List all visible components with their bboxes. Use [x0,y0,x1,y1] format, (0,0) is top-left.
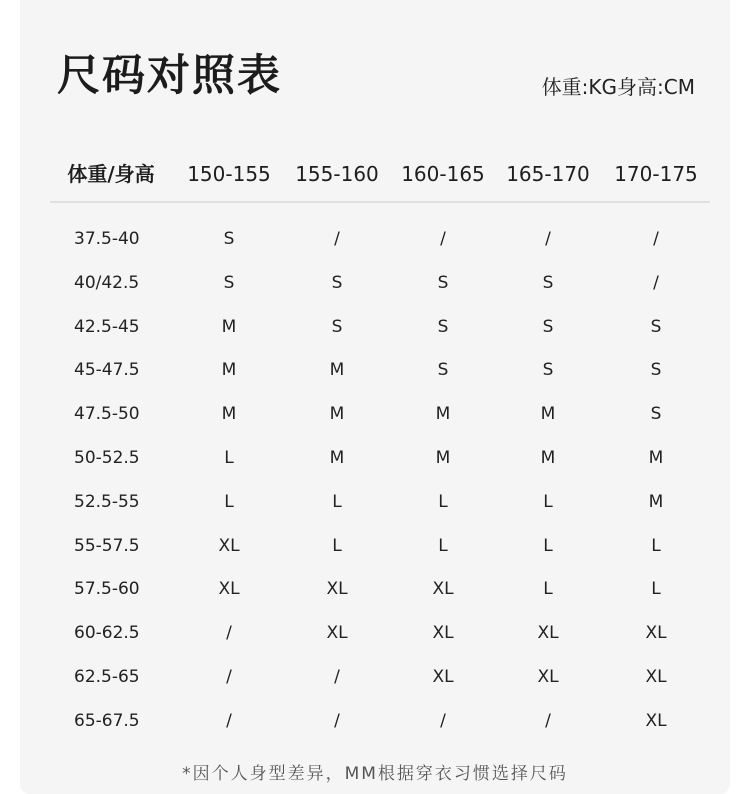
size-cell: L [543,535,553,556]
table-row [0,350,750,390]
table-row [0,219,750,259]
size-cell: M [329,448,345,468]
size-cell: / [226,667,232,687]
size-cell: S [542,360,554,381]
weight-cell: 45-47.5 [74,360,140,381]
size-cell: XL [218,579,240,600]
size-cell: S [331,272,343,293]
size-cell: L [224,491,234,512]
size-cell: L [224,448,234,468]
table-row [0,613,750,653]
table-row [0,569,750,609]
weight-cell: 40/42.5 [74,272,140,293]
weight-cell: 50-52.5 [74,448,140,468]
size-cell: XL [432,579,454,600]
size-cell: M [540,404,556,425]
size-cell: L [332,535,342,556]
size-cell: S [650,316,662,337]
size-cell: L [651,535,661,556]
size-cell: L [543,491,553,512]
footnote: *因个人身型差异，MM根据穿衣习惯选择尺码 [182,764,568,784]
column-header: 160-165 [401,162,485,186]
size-cell: M [329,404,345,425]
size-cell: S [437,316,449,337]
size-cell: S [223,272,235,293]
weight-cell: 37.5-40 [74,229,140,249]
size-cell: L [543,579,553,600]
size-cell: S [542,316,554,337]
size-cell: M [221,404,237,425]
size-cell: / [653,229,659,249]
size-cell: / [545,229,551,249]
size-cell: M [648,491,664,512]
size-cell: XL [326,623,348,644]
weight-cell: 55-57.5 [74,535,140,556]
size-cell: / [440,229,446,249]
weight-cell: 47.5-50 [74,404,140,425]
table-row [0,307,750,347]
size-cell: / [440,710,446,731]
size-cell: S [437,360,449,381]
size-cell: / [334,229,340,249]
corner-label: 体重/身高 [67,162,155,186]
size-cell: M [221,360,237,381]
size-cell: / [226,710,232,731]
table-row [0,657,750,697]
size-cell: L [438,491,448,512]
size-cell: / [334,667,340,687]
size-cell: S [437,272,449,293]
size-cell: XL [218,535,240,556]
size-cell: S [331,316,343,337]
column-header: 165-170 [506,162,590,186]
size-cell: S [223,229,235,249]
size-cell: M [221,316,237,337]
size-cell: M [435,404,451,425]
weight-cell: 62.5-65 [74,667,140,687]
table-row [0,701,750,741]
size-cell: / [653,272,659,293]
table-row [0,482,750,522]
size-cell: M [540,448,556,468]
size-cell: L [651,579,661,600]
size-cell: XL [326,579,348,600]
size-cell: L [438,535,448,556]
size-cell: XL [645,710,667,731]
column-header: 170-175 [614,162,698,186]
size-cell: XL [645,667,667,687]
weight-cell: 65-67.5 [74,710,140,731]
weight-cell: 60-62.5 [74,623,140,644]
size-cell: L [332,491,342,512]
size-cell: S [650,360,662,381]
weight-cell: 42.5-45 [74,316,140,337]
size-cell: XL [432,623,454,644]
table-row [0,526,750,566]
weight-cell: 52.5-55 [74,491,140,512]
size-cell: XL [537,667,559,687]
size-cell: XL [432,667,454,687]
page-title: 尺码对照表 [57,51,282,101]
table-row [0,438,750,478]
size-cell: M [435,448,451,468]
column-header: 150-155 [187,162,271,186]
table-header [0,152,750,196]
size-cell: XL [645,623,667,644]
size-cell: / [545,710,551,731]
size-cell: / [226,623,232,644]
size-cell: M [648,448,664,468]
header-divider [50,201,710,203]
size-cell: M [329,360,345,381]
unit-note: 体重:KG身高:CM [541,75,695,99]
column-header: 155-160 [295,162,379,186]
size-cell: / [334,710,340,731]
size-cell: XL [537,623,559,644]
size-cell: S [650,404,662,425]
weight-cell: 57.5-60 [74,579,140,600]
size-cell: S [542,272,554,293]
table-row [0,263,750,303]
table-row [0,394,750,434]
